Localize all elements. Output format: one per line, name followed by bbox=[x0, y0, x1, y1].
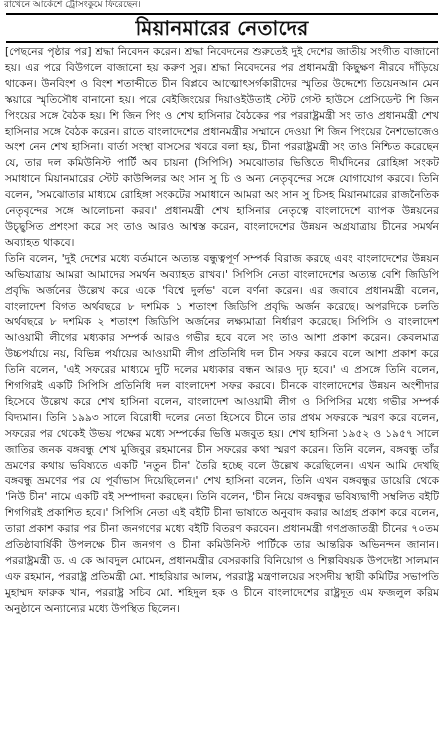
paragraph-text: তিনি বলেন, 'দুই দেশের মধ্যে বর্তমানে অত্যন্ত বন্ধুত্বপূর্ণ সম্পর্ক বিরাজ করছে এবং বাংলাদেশের উন্নয়ন অভিযাত্রায় আমরা আমাদের সমর্থন অব্যাহত রাখব।' সিপিসি নেতা বাংলাদেশের অত্যন্ত বেশি জিডিপি প্রবৃদ্ধি অর্জনের উল্লেখ করে একে 'বিশ্বে দুর্লভ' বলে বর্ণনা করেন। এর জবাবে প্রধানমন্ত্রী বলেন, বাংলাদেশ বিগত অর্থবছরে ৮ দশমিক ১ শতাংশ জিডিপি প্রবৃদ্ধি অর্জন করেছে। অপরদিকে চলতি অর্থবছরে ৮ দশমিক ২ শতাংশ জিডিপি অর্জনের লক্ষ্যমাত্রা নির্ধারণ করেছে। সিপিসি ও বাংলাদেশ আওয়ামী লীগের মধ্যকার সম্পর্ক আরও গভীর হবে বলে সং তাও আশা প্রকাশ করেন। কেবলমাত্র উচ্চপর্যায়ে নয়, বিভিন্ন পর্যায়ের আওয়ামী লীগ প্রতিনিধি দল চীন সফর করবে বলে আশা প্রকাশ করে তিনি বলেন, 'এই সফরের মাধ্যমে দুটি দলের মধ্যকার বন্ধন আরও দৃঢ় হবে।' এ প্রসঙ্গে তিনি বলেন, শিগগিরই একটি সিপিসি প্রতিনিধি দল বাংলাদেশ সফর করবে। চীনকে বাংলাদেশের উন্নয়ন অংশীদার হিসেবে উল্লেখ করে শেখ হাসিনা বলেন, বাংলাদেশ আওয়ামী লীগ ও সিপিসির মধ্যে গভীর সম্পর্ক বিদ্যমান। তিনি ১৯৯৩ সালে বিরোধী দলের নেতা হিসেবে চীনে তার প্রথম সফরকে স্মরণ করে বলেন, সফরের পর থেকেই উভয় পক্ষের মধ্যে সম্পর্কের ভিত্তি মজবুত হয়। শেখ হাসিনা ১৯৫২ ও ১৯৫৭ সালে জাতির জনক বঙ্গবন্ধু শেখ মুজিবুর রহমানের চীন সফরের কথা স্মরণ করেন। তিনি বলেন, বঙ্গবন্ধু তাঁর ভ্রমণের কথায় ভবিষ্যতে একটি 'নতুন চীন' তৈরি হচ্ছে বলে উল্লেখ করেছিলেন। এখন আমি দেখছি বঙ্গবন্ধু ভ্রমণের পর যে পূর্বাভাস দিয়েছিলেন।' শেখ হাসিনা বলেন, তিনি এখন বঙ্গবন্ধুর ডায়েরি থেকে 'নিউ চীন' নামে একটি বই সম্পাদনা করছেন। তিনি বলেন, 'চীন নিয়ে বঙ্গবন্ধুর ভবিষ্যদ্বাণী সম্বলিত বইটি শিগগিরই প্রকাশিত হবে।' সিপিসি নেতা এই বইটি চীনা ভাষাতে অনুবাদ করার আগ্রহ প্রকাশ করে বলেন, তারা প্রকাশ করার পর চীনা জনগণের মধ্যে বইটি বিতরণ করবেন। প্রধানমন্ত্রী গণপ্রজাতন্ত্রী চীনের ৭০তম প্রতিষ্ঠাবার্ষিকী উপলক্ষে চীন জনগণ ও চীনা কমিউনিস্ট পার্টিকে তার আন্তরিক অভিনন্দন জানান। পররাষ্ট্রমন্ত্রী ড. এ কে আবদুল মোমেন, প্রধানমন্ত্রীর বেসরকারি বিনিয়োগ ও শিল্পবিষয়ক উপদেষ্টা সালমান এফ রহমান, পররাষ্ট্র প্রতিমন্ত্রী মো. শাহরিয়ার আলম, পররাষ্ট্র মন্ত্রণালয়ের সংসদীয় স্থায়ী কমিটির সভাপতি মুহাম্মদ ফারুক খান, পররাষ্ট্র সচিব মো. শহিদুল হক ও চীনে বাংলাদেশের রাষ্ট্রদূত এম ফজলুল করিম অনুষ্ঠানে অন্যান্যের মধ্যে উপস্থিত ছিলেন। bbox=[5, 252, 439, 615]
headline: মিয়ানমারের নেতাদের bbox=[135, 16, 309, 40]
headline-box bbox=[6, 13, 438, 43]
article-paragraph-1 bbox=[5, 45, 439, 252]
paragraph-text: শ্রদ্ধা নিবেদন করেন। শ্রদ্ধা নিবেদনের শুরুতেই দুই দেশের জাতীয় সংগীত বাজানো হয়। এর পরে বিউগলে বাজানো হয় করুণ সুর। শ্রদ্ধা নিবেদনের পর প্রধানমন্ত্রী কিছুক্ষণ নীরবে দাঁড়িয়ে থাকেন। উনবিংশ ও বিংশ শতাব্দীতে চীন বিপ্লবে আত্মোৎসর্গকারীদের স্মৃতির উদ্দেশ্যে তিয়েনআন মেন স্কয়ারে স্মৃতিসৌধ বানানো হয়। পরে বেইজিংয়ের দিয়াওইউতাই স্টেট গেস্ট হাউসে প্রেসিডেন্ট শি জিন পিংয়ের সঙ্গে বৈঠক হয়। শি জিন পিং ও শেখ হাসিনার বৈঠকের পর পররাষ্ট্রমন্ত্রী সং তাও প্রধানমন্ত্রী শেখ হাসিনার সঙ্গে বৈঠক করেন। রাতে বাংলাদেশের প্রধানমন্ত্রীর সম্মানে দেওয়া শি জিন পিংয়ের নৈশভোজেও অংশ নেন শেখ হাসিনা। বার্তা সংস্থা বাসসের খবরে বলা হয়, চীনা পররাষ্ট্রমন্ত্রী সং তাও নিশ্চিত করেছেন যে, তার দল কমিউনিস্ট পার্টি অব চায়না (সিপিসি) সমঝোতার ভিত্তিতে দীর্ঘদিনের রোহিঙ্গা সংকট সমাধানে মিয়ানমারের স্টেট কাউন্সিলর অং সান সু চি ও অন্য নেতৃবৃন্দের সঙ্গে যোগাযোগ করবে। তিনি বলেন, 'সমঝোতার মাধ্যমে রোহিঙ্গা সংকটের সমাধানে আমরা অং সান সু চিসহ মিয়ানমারের রাজনৈতিক নেতৃবৃন্দের সঙ্গে আলোচনা করব।' প্রধানমন্ত্রী শেখ হাসিনার নেতৃত্বে বাংলাদেশে ব্যাপক উন্নয়নের উচ্ছ্বসিত প্রশংসা করে সং তাও আরও আশ্বস্ত করেন, বাংলাদেশের উন্নয়ন অগ্রযাত্রায় চীনের সমর্থন অব্যাহত থাকবে। bbox=[5, 46, 439, 249]
continuation-tag: [পেছনের পৃষ্ঠার পর] bbox=[5, 46, 92, 58]
article-paragraph-2 bbox=[5, 252, 439, 618]
previous-article-tail: রাখেনে আর্কেশে ট্রোসংকুমে ফিরেছেন। bbox=[4, 0, 141, 10]
article-body bbox=[0, 45, 444, 618]
